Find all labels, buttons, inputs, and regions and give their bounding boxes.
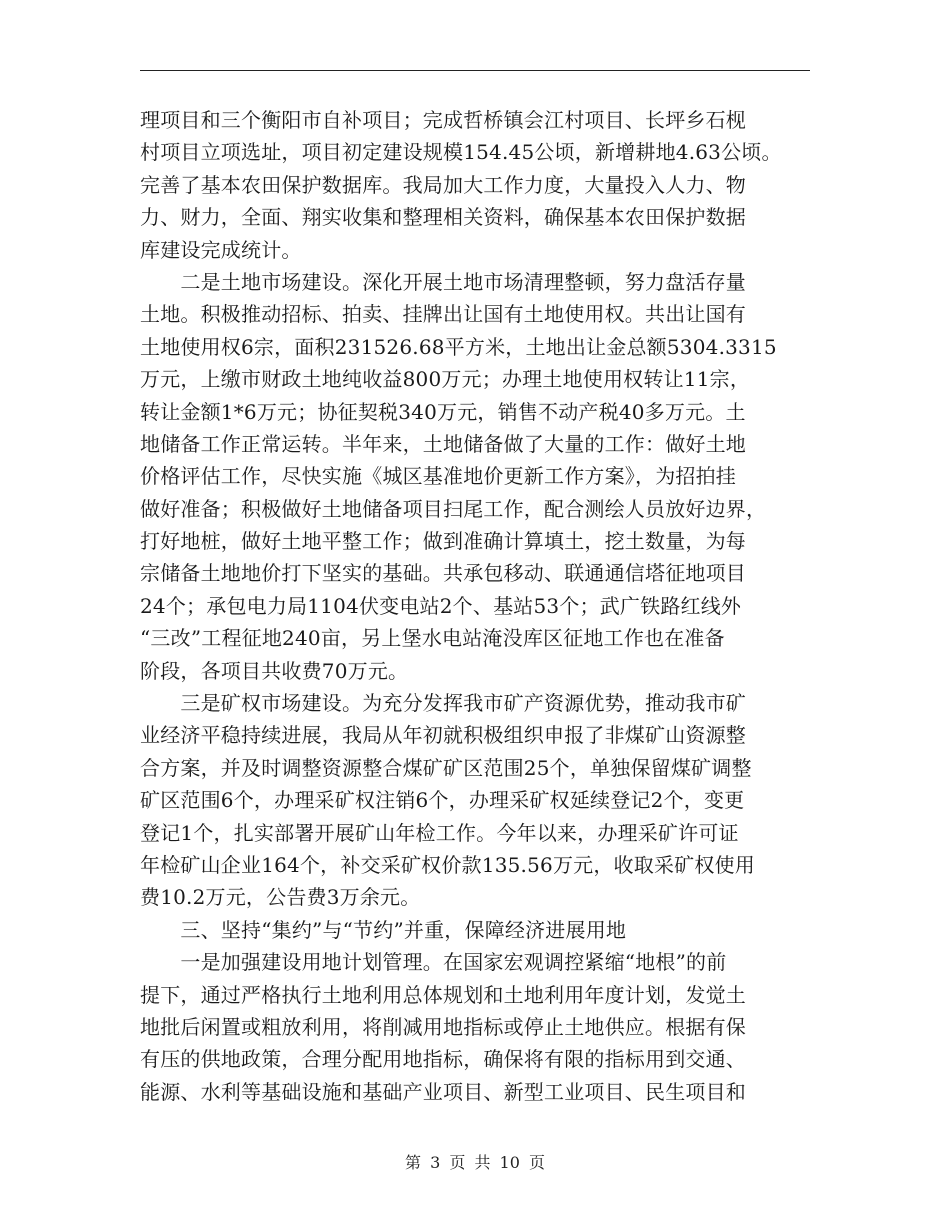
text-line: 土地。积极推动招标、拍卖、挂牌出让国有土地使用权。共出让国有 (140, 302, 746, 327)
text-line: 24个；承包电力局1104伏变电站2个、基站53个；武广铁路红线外 (140, 593, 742, 618)
text-line: 地批后闲置或粗放利用，将削减用地指标或停止土地供应。根据有保 (140, 1014, 746, 1039)
text-line: 能源、水利等基础设施和基础产业项目、新型工业项目、民生项目和 (140, 1079, 746, 1104)
text-line: 做好准备；积极做好土地储备项目扫尾工作，配合测绘人员放好边界， (140, 496, 767, 521)
text-line: 合方案，并及时调整资源整合煤矿矿区范围25个，单独保留煤矿调整 (140, 755, 752, 780)
text-line: 业经济平稳持续进展，我局从年初就积极组织申报了非煤矿山资源整 (140, 723, 746, 748)
text-line: “三改”工程征地240亩，另上堡水电站淹没库区征地工作也在准备 (140, 626, 725, 651)
text-line: 年检矿山企业164个，补交采矿权价款135.56万元，收取采矿权使用 (140, 852, 755, 877)
text-line: 宗储备土地地价打下坚实的基础。共承包移动、联通通信塔征地项目 (140, 561, 746, 586)
section-heading: 三、坚持“集约”与“节约”并重，保障经济进展用地 (140, 917, 627, 942)
text-line: 阶段，各项目共收费70万元。 (140, 658, 409, 683)
text-line: 一是加强建设用地计划管理。在国家宏观调控紧缩“地根”的前 (140, 950, 727, 975)
text-line: 库建设完成统计。 (140, 237, 302, 262)
text-line: 费10.2万元，公告费3万余元。 (140, 885, 421, 910)
text-line: 提下，通过严格执行土地利用总体规划和土地利用年度计划，发觉土 (140, 982, 746, 1007)
text-line: 三是矿权市场建设。为充分发挥我市矿产资源优势，推动我市矿 (140, 691, 746, 716)
text-line: 有压的供地政策，合理分配用地指标，确保将有限的指标用到交通、 (140, 1047, 746, 1072)
text-line: 打好地桩，做好土地平整工作；做到准确计算填土，挖土数量，为每 (140, 529, 746, 554)
text-line: 登记1个，扎实部署开展矿山年检工作。今年以来，办理采矿许可证 (140, 820, 739, 845)
text-line: 土地使用权6宗，面积231526.68平方米，土地出让金总额5304.3315 (140, 334, 777, 359)
text-line: 转让金额1*6万元；协征契税340万元，销售不动产税40多万元。土 (140, 399, 746, 424)
page-number-footer: 第 3 页 共 10 页 (405, 1153, 545, 1172)
document-body (140, 104, 820, 1108)
text-line: 万元，上缴市财政土地纯收益800万元；办理土地使用权转让11宗， (140, 367, 751, 392)
text-line: 完善了基本农田保护数据库。我局加大工作力度，大量投入人力、物 (140, 172, 746, 197)
header-rule (140, 70, 810, 71)
text-line: 理项目和三个衡阳市自补项目；完成哲桥镇会江村项目、长坪乡石枧 (140, 108, 746, 132)
text-line: 二是土地市场建设。深化开展土地市场清理整顿，努力盘活存量 (140, 269, 746, 294)
text-line: 价格评估工作，尽快实施《城区基准地价更新工作方案》，为招拍挂 (140, 464, 736, 489)
text-line: 矿区范围6个，办理采矿权注销6个，办理采矿权延续登记2个，变更 (140, 788, 745, 813)
text-line: 村项目立项选址，项目初定建设规模154.45公顷，新增耕地4.63公顷。 (140, 140, 782, 165)
text-line: 力、财力，全面、翔实收集和整理相关资料，确保基本农田保护数据 (140, 205, 746, 230)
text-line: 地储备工作正常运转。半年来，土地储备做了大量的工作：做好土地 (140, 431, 746, 456)
